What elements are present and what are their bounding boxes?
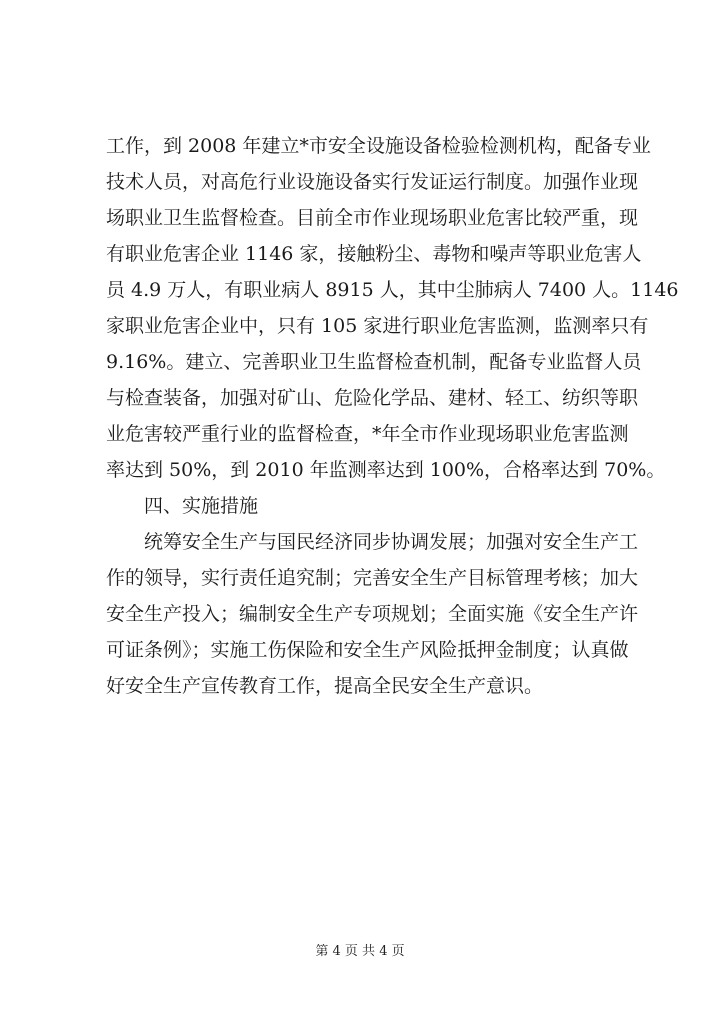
text-line: 率达到 50%，到 2010 年监测率达到 100%，合格率达到 70%。	[106, 459, 666, 481]
text-line: 安全生产投入；编制安全生产专项规划；全面实施《安全生产许	[106, 603, 639, 625]
text-line: 业危害较严重行业的监督检查，*年全市作业现场职业危害监测	[106, 423, 629, 445]
paragraph-2	[106, 524, 639, 704]
paragraph-1	[106, 128, 679, 488]
document-body	[106, 128, 679, 704]
text-line: 场职业卫生监督检查。目前全市作业现场职业危害比较严重，现	[106, 207, 639, 229]
text-line: 统筹安全生产与国民经济同步协调发展；加强对安全生产工	[144, 531, 639, 553]
text-line: 可证条例》；实施工伤保险和安全生产风险抵押金制度；认真做	[106, 639, 629, 661]
text-line: 好安全生产宣传教育工作，提高全民安全生产意识。	[106, 675, 544, 697]
text-line: 技术人员，对高危行业设施设备实行发证运行制度。加强作业现	[106, 171, 639, 193]
page-number: 第 4 页 共 4 页	[315, 944, 405, 959]
section-heading: 四、实施措施	[144, 495, 259, 517]
page-footer	[0, 940, 720, 959]
text-line: 工作，到 2008 年建立*市安全设施设备检验检测机构，配备专业	[106, 135, 651, 157]
text-line: 与检查装备，加强对矿山、危险化学品、建材、轻工、纺织等职	[106, 387, 639, 409]
text-line: 9.16%。建立、完善职业卫生监督检查机制，配备专业监督人员	[106, 351, 642, 373]
text-line: 有职业危害企业 1146 家，接触粉尘、毒物和噪声等职业危害人	[106, 243, 642, 265]
text-line: 员 4.9 万人，有职业病人 8915 人，其中尘肺病人 7400 人。1146	[106, 279, 679, 301]
text-line: 作的领导，实行责任追究制；完善安全生产目标管理考核；加大	[106, 567, 639, 589]
text-line: 家职业危害企业中，只有 105 家进行职业危害监测，监测率只有	[106, 315, 649, 337]
